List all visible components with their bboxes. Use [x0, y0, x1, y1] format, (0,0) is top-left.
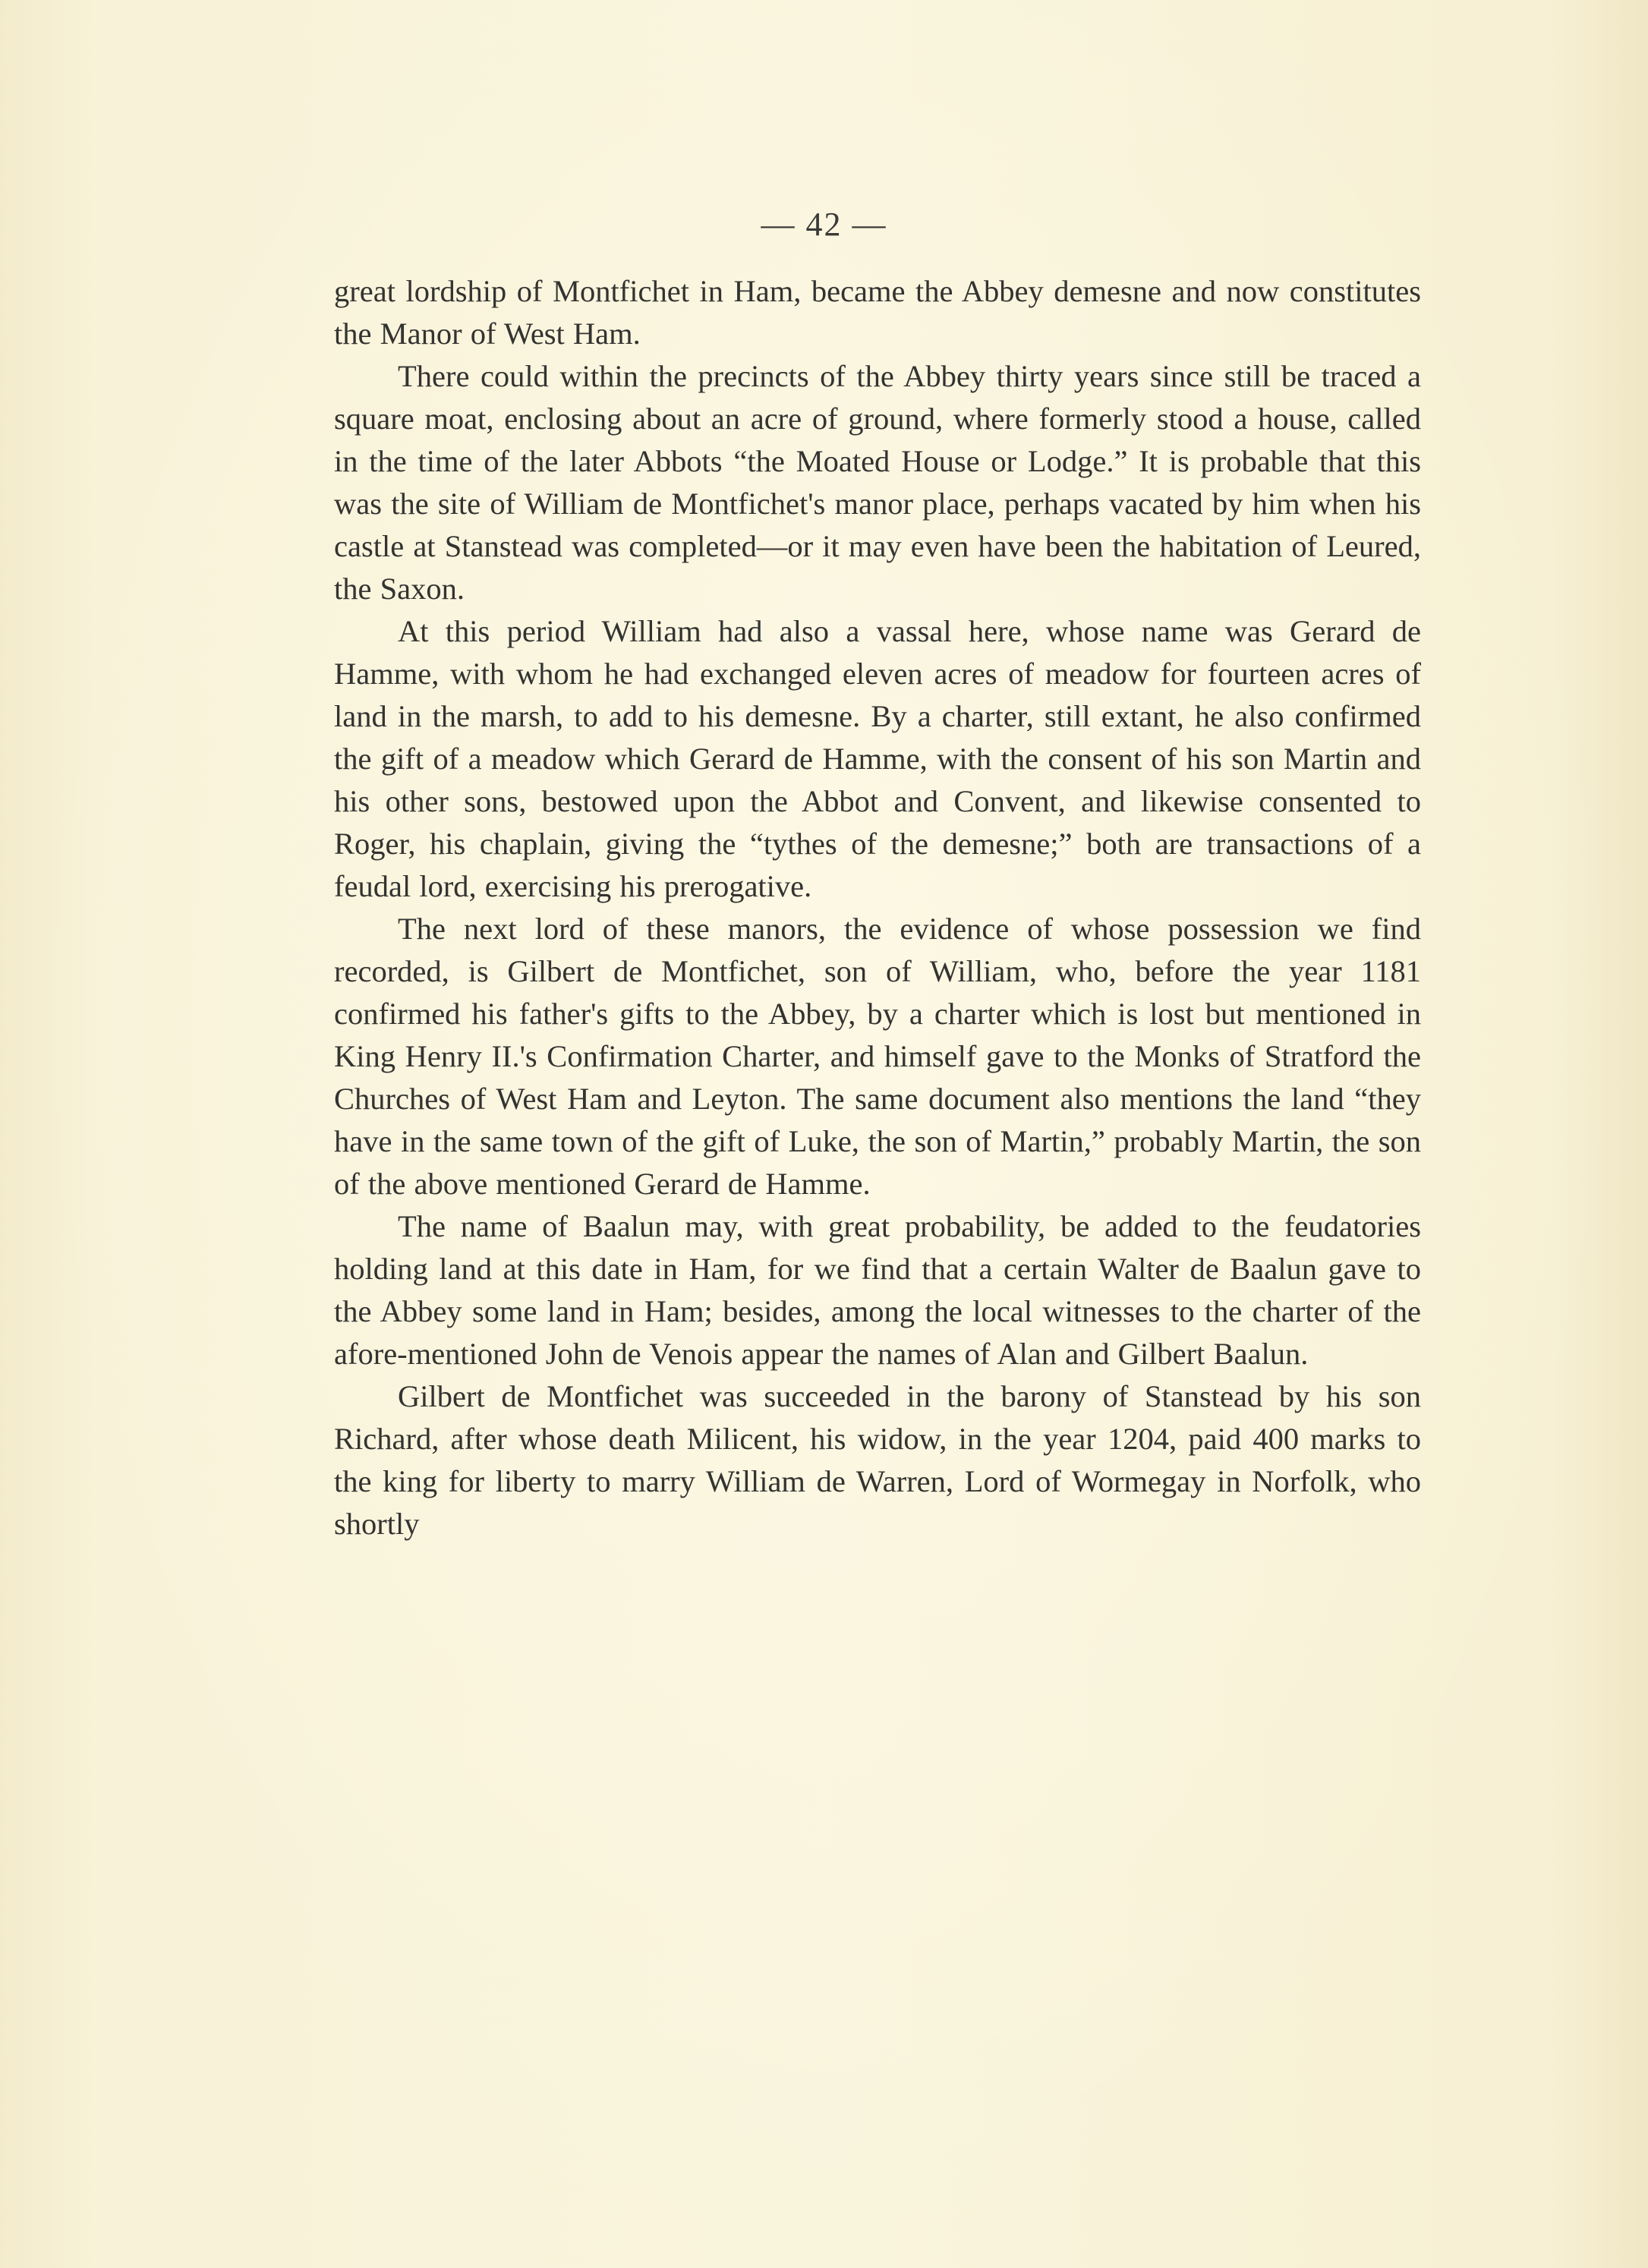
paragraph-baalun: The name of Baalun may, with great probability, be added to the feudatories holding land at this date in Ham, for we find that a certain Walter de Baalun gave to the Abbey some land in Ham; besides, among the local witnesses to the charter of the afore-mentioned John de Venois appear the names of Alan and Gilbert Baalun.	[334, 1209, 1421, 1371]
body-text	[334, 270, 1421, 1545]
paragraph-gilbert-de-montfichet: The next lord of these manors, the evidence of whose possession we find recorded, is Gilbert de Montfichet, son of William, who, before the year 1181 confirmed his father's gifts to the Abbey, by a charter which is lost but mentioned in King Henry II.'s Confirmation Charter, and himself gave to the Monks of Stratford the Churches of West Ham and Leyton. The same document also mentions the land “they have in the same town of the gift of Luke, the son of Martin,” probably Martin, the son of the above mentioned Gerard de Hamme.	[334, 912, 1421, 1201]
paragraph-moated-house: There could within the precincts of the Abbey thirty years since still be traced a square moat, enclosing about an acre of ground, where formerly stood a house, called in the time of the later Abbots “the Moated House or Lodge.” It is probable that this was the site of William de Montfichet's manor place, perhaps vacated by him when his castle at Stanstead was completed—or it may even have been the habitation of Leured, the Saxon.	[334, 359, 1421, 606]
paragraph-succession: Gilbert de Montfichet was succeeded in the barony of Stanstead by his son Richard, after whose death Milicent, his widow, in the year 1204, paid 400 marks to the king for liberty to marry William de Warren, Lord of Wormegay in Norfolk, who shortly	[334, 1379, 1421, 1541]
paragraph-gerard-de-hamme: At this period William had also a vassal here, whose name was Gerard de Hamme, with whom he had exchanged eleven acres of meadow for fourteen acres of land in the marsh, to add to his demesne. By a charter, still extant, he also confirmed the gift of a meadow which Gerard de Hamme, with the consent of his son Martin and his other sons, bestowed upon the Abbot and Convent, and likewise consented to Roger, his chaplain, giving the “tythes of the demesne;” both are transactions of a feudal lord, exercising his prerogative.	[334, 614, 1421, 903]
page-number: — 42 —	[761, 206, 887, 243]
paragraph-continuation: great lordship of Montfichet in Ham, became the Abbey demesne and now constitutes the Manor of West Ham.	[334, 274, 1421, 351]
